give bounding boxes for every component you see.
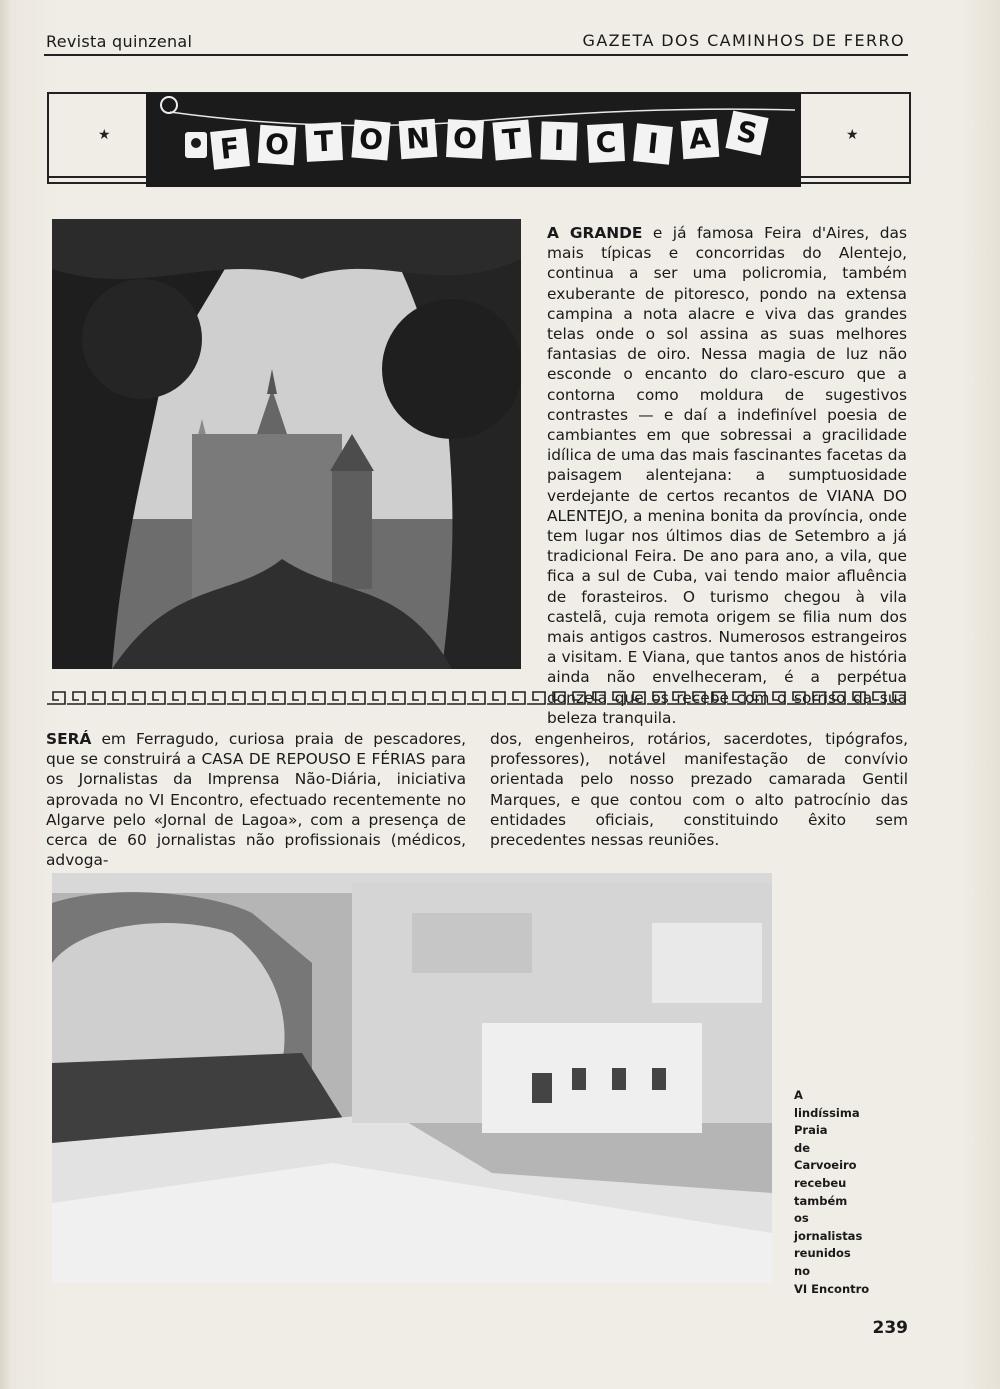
caption-line: Carvoeiro bbox=[794, 1158, 857, 1173]
page-number: 239 bbox=[872, 1318, 908, 1338]
banner-letter-tile: O bbox=[258, 125, 297, 165]
header-right: GAZETA DOS CAMINHOS DE FERRO bbox=[582, 31, 905, 50]
caption-line: no bbox=[794, 1263, 811, 1278]
header-left: Revista quinzenal bbox=[46, 32, 193, 51]
article-viana-lead: A GRANDE bbox=[547, 224, 643, 242]
banner-letter-tile: I bbox=[633, 123, 673, 165]
caption-line: VI Encontro bbox=[794, 1281, 870, 1296]
banner-letter-tile: F bbox=[210, 128, 250, 170]
banner-letter-tile: O bbox=[446, 119, 484, 159]
caption-line: de bbox=[794, 1140, 811, 1155]
greek-key-divider bbox=[47, 688, 907, 708]
star-icon: ★ bbox=[846, 127, 859, 143]
caption-line: também bbox=[794, 1193, 848, 1208]
banner-letter-tile: I bbox=[540, 121, 577, 160]
caption-line: recebeu bbox=[794, 1175, 847, 1190]
article-ferragudo-lead: SERÁ bbox=[46, 730, 92, 748]
banner-letter-tile: N bbox=[399, 119, 438, 159]
caption-line: jornalistas bbox=[794, 1228, 863, 1243]
banner-letter-tile: C bbox=[587, 123, 625, 163]
photo-viana-castle bbox=[52, 219, 521, 669]
caption-line: Praia bbox=[794, 1123, 828, 1138]
photo-caption bbox=[794, 1087, 904, 1298]
caption-line: A bbox=[794, 1088, 803, 1102]
star-icon: ★ bbox=[98, 127, 111, 143]
article-viana-text: e já famosa Feira d'Aires, das mais típicas e concorridas do Alentejo, continua a ser uma policromia, também exuberante de pitoresco, pondo na extensa campina a nota alacre e viva das grandes telas onde o sol assina as suas melhores fantasias de oiro. Nessa magia de luz não esconde o encanto do claro-escuro que a contorna como moldura de sugestivos contrastes — e daí a indefinível poesia de cambiantes em que sobressai a gracilidade idílica de uma das mais fascinantes facetas da paisagem alentejana: a sumptuosidade verdejante de certos recantos de VIANA DO ALENTEJO, a menina bonita da província, onde tem lugar nos últimos dias de Setembro a já tradicional Feira. De ano para ano, a vila, que fica a sul de Cuba, vai tendo maior afluência de forasteiros. O turismo chegou à vila castelã, cuja remota origem se filia num dos mais antigos castros. Numerosos estrangeiros a visitam. E Viana, que tantos anos de história ainda não envelheceram, é a perpétua beleza tranquila. bbox=[547, 224, 907, 727]
banner-letter-tile: S bbox=[725, 111, 768, 156]
caption-line: reunidos bbox=[794, 1246, 851, 1261]
banner-letter-tile: A bbox=[681, 119, 720, 159]
banner-letter-tile: O bbox=[351, 120, 390, 161]
article-viana bbox=[547, 223, 907, 728]
header-rule bbox=[44, 54, 908, 56]
banner-letter-tile: T bbox=[305, 122, 343, 162]
article-ferragudo-col2: dos, engenheiros, rotários, sacerdotes, tipógrafos, professores), notável manifestação de convívio orientada pelo nosso prezado camarada Gentil Marques, e que contou com o alto patrocínio das entidades oficiais, constituindo êxito sem precedentes nessas reuniões. bbox=[490, 730, 908, 850]
photo-praia-carvoeiro bbox=[52, 873, 772, 1283]
caption-line: os bbox=[794, 1211, 809, 1226]
article-ferragudo-text-a: em Ferragudo, curiosa praia de pescadores, que se construirá a CASA DE REPOUSO E FÉRIAS para os Jornalistas da Imprensa Não-Diária, iniciativa aprovada no VI Encontro, efectuado recentemente no Algarve pelo «Jornal de Lagoa», com a presença de cerca de 60 jornalistas não profissionais (médicos, advoga- bbox=[46, 730, 466, 870]
banner-letter-tile: T bbox=[492, 120, 531, 161]
caption-line: lindíssima bbox=[794, 1105, 860, 1120]
camera-icon bbox=[185, 132, 207, 158]
article-ferragudo-col1 bbox=[46, 729, 466, 870]
